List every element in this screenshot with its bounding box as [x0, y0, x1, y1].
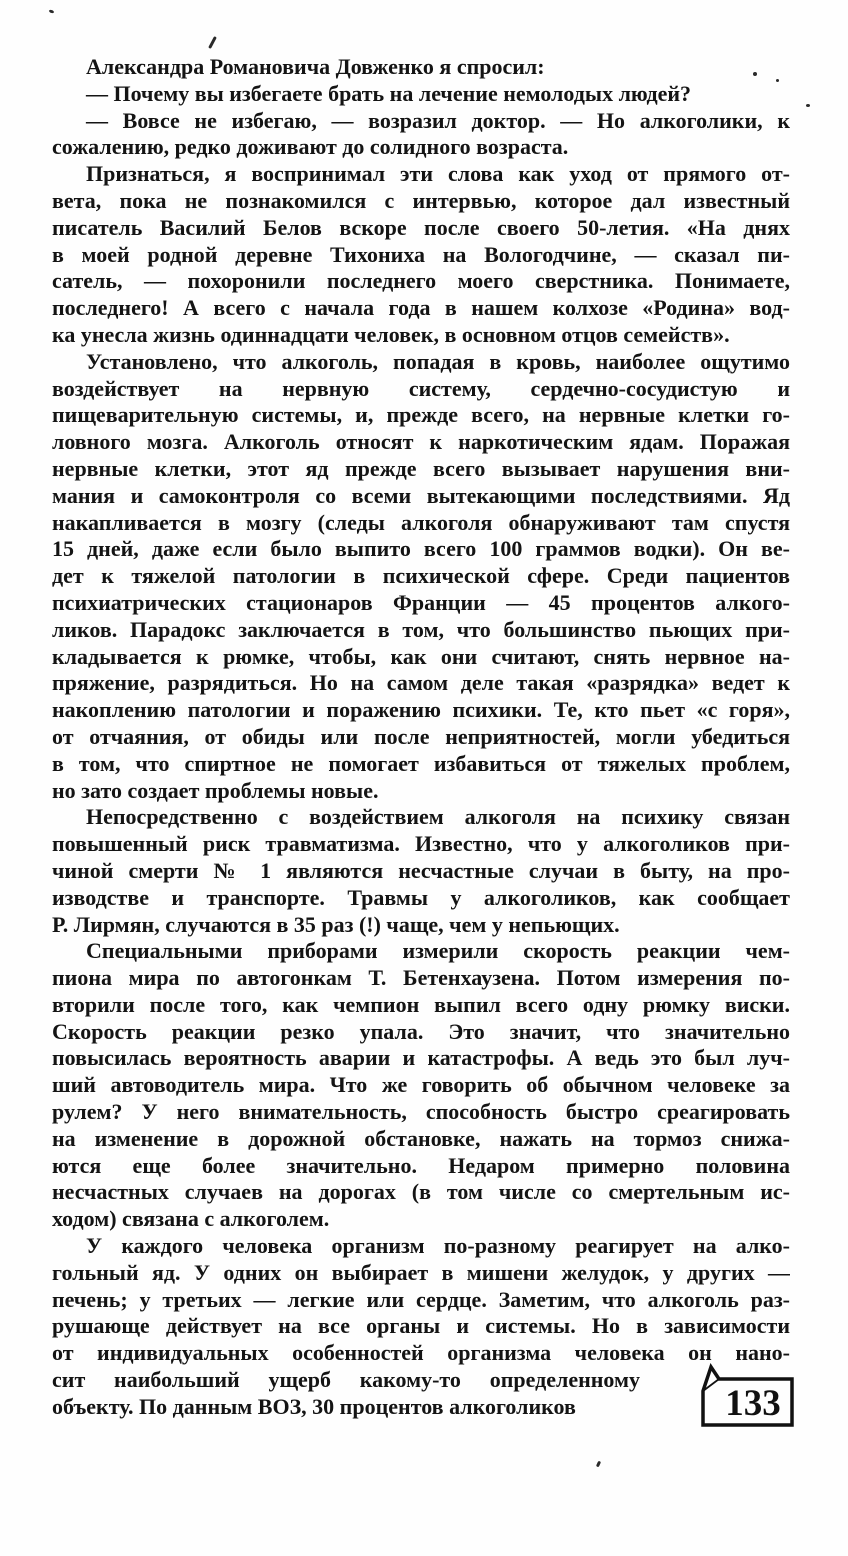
paragraph: [52, 1233, 790, 1421]
text-line: психиатрических стационаров Франции — 45 процентов алкого-: [52, 589, 790, 615]
paragraph: [52, 161, 790, 349]
text-line: несчастных случаев на дорогах (в том числе со смертельным ис-: [52, 1179, 790, 1205]
text-line: в том, что спиртное не помогает избавиться от тяжелых проблем,: [52, 750, 790, 776]
text-line: в моей родной деревне Тихониха на Вологодчине, — сказал пи-: [52, 241, 790, 267]
paragraph: [52, 108, 790, 162]
page-number: 133: [725, 1383, 781, 1424]
text-line: писатель Василий Белов вскоре после своего 50-летия. «На днях: [52, 214, 790, 240]
paragraph: [52, 54, 790, 81]
scan-artifact: [753, 72, 757, 76]
scan-artifact: [49, 9, 55, 14]
scan-artifact: [596, 1461, 601, 1468]
text-line: от индивидуальных особенностей организма человека он нано-: [52, 1340, 790, 1366]
text-line: Признаться, я воспринимал эти слова как уход от прямого от-: [86, 161, 790, 187]
text-line: сатель, — похоронили последнего моего сверстника. Понимаете,: [52, 268, 790, 294]
text-line: — Почему вы избегаете брать на лечение немолодых людей?: [86, 80, 692, 106]
text-line: рулем? У него внимательность, способность быстро среагировать: [52, 1099, 790, 1125]
text-line: ходом) связана с алкоголем.: [52, 1206, 330, 1232]
text-line: ликов. Парадокс заключается в том, что большинство пьющих при-: [52, 616, 790, 642]
text-line: последнего! А всего с начала года в нашем колхозе «Родина» вод-: [52, 295, 790, 321]
text-line: ются еще более значительно. Недаром примерно половина: [52, 1152, 790, 1178]
text-line: нервные клетки, этот яд прежде всего вызывает нарушения вни-: [52, 455, 790, 481]
page-number-badge: [695, 1363, 797, 1433]
text-line: вета, пока не познакомился с интервью, которое дал известный: [52, 187, 790, 213]
text-line: сит наибольший ущерб какому-то определенному: [52, 1367, 640, 1393]
text-line: дет к тяжелой патологии в психической сфере. Среди пациентов: [52, 563, 790, 589]
text-line: Непосредственно с воздействием алкоголя на психику связан: [86, 804, 790, 830]
text-line: Установлено, что алкоголь, попадая в кровь, наиболее ощутимо: [86, 348, 790, 374]
text-line: изводстве и транспорте. Травмы у алкоголиков, как сообщает: [52, 884, 790, 910]
dog-ear-page-icon: [695, 1363, 797, 1433]
text-line: — Вовсе не избегаю, — возразил доктор. — Но алкоголики, к: [86, 107, 790, 133]
text-line: Скорость реакции резко упала. Это значит, что значительно: [52, 1018, 790, 1044]
text-line: чиной смерти № 1 являются несчастные случаи в быту, на про-: [52, 857, 790, 883]
text-line: рушающе действует на все органы и системы. Но в зависимости: [52, 1313, 790, 1339]
text-line: накапливается в мозгу (следы алкоголя обнаруживают там спустя: [52, 509, 790, 535]
text-line: но зато создает проблемы новые.: [52, 777, 379, 803]
text-line: сожалению, редко доживают до солидного возраста.: [52, 134, 569, 160]
text-line: мания и самоконтроля со всеми вытекающими последствиями. Яд: [52, 482, 790, 508]
paragraph: [52, 938, 790, 1233]
text-line: на изменение в дорожной обстановке, нажать на тормоз снижа-: [52, 1125, 790, 1151]
text-line: вторили после того, как чемпион выпил всего одну рюмку виски.: [52, 991, 790, 1017]
paragraph: [52, 804, 790, 938]
scan-artifact: [208, 36, 217, 49]
text-line: от отчаяния, от обиды или после неприятностей, могли убедиться: [52, 723, 790, 749]
text-line: У каждого человека организм по-разному реагирует на алко-: [86, 1233, 790, 1259]
paragraph: [52, 81, 790, 108]
text-line: ловного мозга. Алкоголь относят к наркотическим ядам. Поражая: [52, 429, 790, 455]
text-line: 15 дней, даже если было выпито всего 100 граммов водки). Он ве-: [52, 536, 790, 562]
text-line: ка унесла жизнь одиннадцати человек, в основном отцов семейств».: [52, 321, 730, 347]
text-line: Р. Лирмян, случаются в 35 раз (!) чаще, чем у непьющих.: [52, 911, 620, 937]
text-line: пряжение, разрядиться. Но на самом деле такая «разрядка» ведет к: [52, 670, 790, 696]
text-line: пищеварительную системы, и, прежде всего, на нервные клетки го-: [52, 402, 790, 428]
text-line: гольный яд. У одних он выбирает в мишени желудок, у других —: [52, 1259, 790, 1285]
scan-artifact: [776, 79, 779, 82]
scan-artifact: [806, 104, 810, 107]
text-line: повысилась вероятность аварии и катастрофы. А ведь это был луч-: [52, 1045, 790, 1071]
text-line: Александра Романовича Довженко я спросил:: [86, 54, 545, 79]
text-line: ший автоводитель мира. Что же говорить об обычном человеке за: [52, 1072, 790, 1098]
text-line: Специальными приборами измерили скорость реакции чем-: [86, 938, 790, 964]
text-line: накоплению патологии и поражению психики. Те, кто пьет «с горя»,: [52, 697, 790, 723]
text-line: кладывается к рюмке, чтобы, как они считают, снять нервное на-: [52, 643, 790, 669]
text-line: объекту. По данным ВОЗ, 30 процентов алкоголиков: [52, 1393, 576, 1419]
text-line: печень; у третьих — легкие или сердце. Заметим, что алкоголь раз-: [52, 1286, 790, 1312]
text-line: повышенный риск травматизма. Известно, что у алкоголиков при-: [52, 831, 790, 857]
paragraph: [52, 349, 790, 805]
text-line: воздействует на нервную систему, сердечно-сосудистую и: [52, 375, 790, 401]
page-text: [52, 54, 790, 1421]
text-line: пиона мира по автогонкам Т. Бетенхаузена. Потом измерения по-: [52, 965, 790, 991]
